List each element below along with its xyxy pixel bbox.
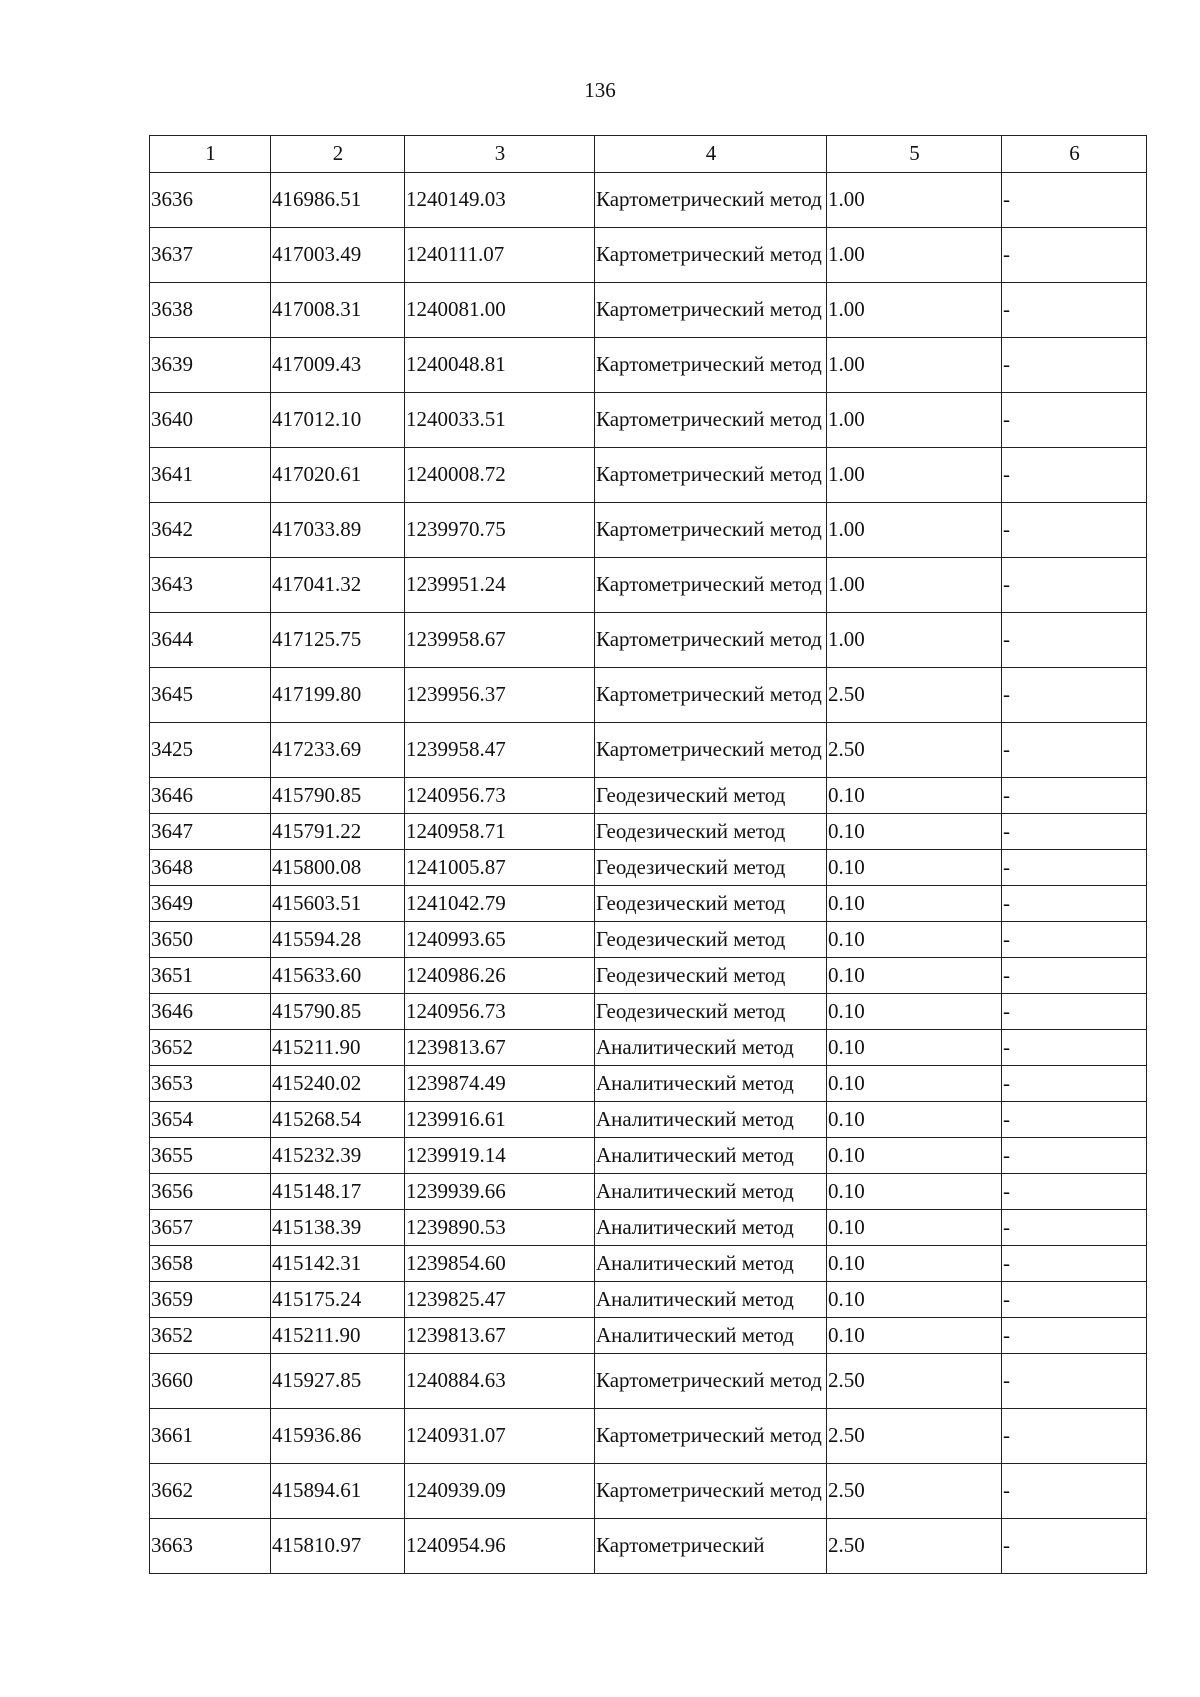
accuracy-cell: 1.00 (827, 503, 1002, 558)
point-number-cell: 3640 (150, 393, 271, 448)
point-number-cell: 3644 (150, 613, 271, 668)
table-row (150, 448, 1147, 503)
point-number-cell: 3654 (150, 1102, 271, 1138)
table-row (150, 1282, 1147, 1318)
note-cell: - (1002, 393, 1147, 448)
point-number-cell: 3662 (150, 1464, 271, 1519)
y-coordinate-cell: 1240958.71 (405, 814, 595, 850)
table-row (150, 283, 1147, 338)
note-cell: - (1002, 778, 1147, 814)
table-row (150, 1066, 1147, 1102)
x-coordinate-cell: 415810.97 (271, 1519, 405, 1574)
table-row (150, 393, 1147, 448)
method-cell: Аналитический метод (595, 1102, 827, 1138)
table-row (150, 1210, 1147, 1246)
method-cell: Картометрический метод (595, 393, 827, 448)
method-cell: Геодезический метод (595, 850, 827, 886)
note-cell: - (1002, 814, 1147, 850)
x-coordinate-cell: 415594.28 (271, 922, 405, 958)
point-number-cell: 3638 (150, 283, 271, 338)
method-cell: Картометрический метод (595, 448, 827, 503)
note-cell: - (1002, 850, 1147, 886)
y-coordinate-cell: 1239970.75 (405, 503, 595, 558)
y-coordinate-cell: 1240008.72 (405, 448, 595, 503)
column-header-1: 1 (150, 136, 271, 173)
method-cell: Картометрический метод (595, 613, 827, 668)
point-number-cell: 3663 (150, 1519, 271, 1574)
y-coordinate-cell: 1240986.26 (405, 958, 595, 994)
y-coordinate-cell: 1240884.63 (405, 1354, 595, 1409)
point-number-cell: 3651 (150, 958, 271, 994)
method-cell: Картометрический метод (595, 1464, 827, 1519)
point-number-cell: 3656 (150, 1174, 271, 1210)
table-row (150, 613, 1147, 668)
y-coordinate-cell: 1239813.67 (405, 1318, 595, 1354)
table-row (150, 503, 1147, 558)
page-number: 136 (584, 78, 616, 102)
table-row (150, 886, 1147, 922)
accuracy-cell: 1.00 (827, 393, 1002, 448)
accuracy-cell: 0.10 (827, 994, 1002, 1030)
method-cell: Картометрический метод (595, 503, 827, 558)
table-row (150, 994, 1147, 1030)
y-coordinate-cell: 1239916.61 (405, 1102, 595, 1138)
point-number-cell: 3645 (150, 668, 271, 723)
column-header-2: 2 (271, 136, 405, 173)
accuracy-cell: 0.10 (827, 1030, 1002, 1066)
note-cell: - (1002, 558, 1147, 613)
table-row (150, 1318, 1147, 1354)
table-body (150, 173, 1147, 1574)
x-coordinate-cell: 417003.49 (271, 228, 405, 283)
x-coordinate-cell: 415800.08 (271, 850, 405, 886)
point-number-cell: 3639 (150, 338, 271, 393)
method-cell: Геодезический метод (595, 994, 827, 1030)
y-coordinate-cell: 1240149.03 (405, 173, 595, 228)
y-coordinate-cell: 1239854.60 (405, 1246, 595, 1282)
y-coordinate-cell: 1240111.07 (405, 228, 595, 283)
method-cell: Картометрический метод (595, 173, 827, 228)
accuracy-cell: 2.50 (827, 668, 1002, 723)
note-cell: - (1002, 1030, 1147, 1066)
accuracy-cell: 0.10 (827, 1066, 1002, 1102)
y-coordinate-cell: 1239939.66 (405, 1174, 595, 1210)
point-number-cell: 3655 (150, 1138, 271, 1174)
table-row (150, 1409, 1147, 1464)
point-number-cell: 3643 (150, 558, 271, 613)
note-cell: - (1002, 1174, 1147, 1210)
accuracy-cell: 0.10 (827, 1318, 1002, 1354)
y-coordinate-cell: 1240081.00 (405, 283, 595, 338)
point-number-cell: 3637 (150, 228, 271, 283)
point-number-cell: 3636 (150, 173, 271, 228)
accuracy-cell: 0.10 (827, 814, 1002, 850)
method-cell: Геодезический метод (595, 778, 827, 814)
point-number-cell: 3660 (150, 1354, 271, 1409)
table-row (150, 338, 1147, 393)
x-coordinate-cell: 417233.69 (271, 723, 405, 778)
table-row (150, 1102, 1147, 1138)
note-cell: - (1002, 886, 1147, 922)
y-coordinate-cell: 1240931.07 (405, 1409, 595, 1464)
y-coordinate-cell: 1240954.96 (405, 1519, 595, 1574)
table-row (150, 958, 1147, 994)
x-coordinate-cell: 417041.32 (271, 558, 405, 613)
note-cell: - (1002, 723, 1147, 778)
x-coordinate-cell: 415240.02 (271, 1066, 405, 1102)
column-header-4: 4 (595, 136, 827, 173)
x-coordinate-cell: 417012.10 (271, 393, 405, 448)
note-cell: - (1002, 1464, 1147, 1519)
y-coordinate-cell: 1239956.37 (405, 668, 595, 723)
note-cell: - (1002, 958, 1147, 994)
x-coordinate-cell: 415138.39 (271, 1210, 405, 1246)
accuracy-cell: 0.10 (827, 1102, 1002, 1138)
note-cell: - (1002, 1519, 1147, 1574)
note-cell: - (1002, 228, 1147, 283)
y-coordinate-cell: 1240033.51 (405, 393, 595, 448)
accuracy-cell: 0.10 (827, 1174, 1002, 1210)
x-coordinate-cell: 415633.60 (271, 958, 405, 994)
table-row (150, 1464, 1147, 1519)
x-coordinate-cell: 416986.51 (271, 173, 405, 228)
point-number-cell: 3641 (150, 448, 271, 503)
x-coordinate-cell: 415211.90 (271, 1030, 405, 1066)
note-cell: - (1002, 1066, 1147, 1102)
accuracy-cell: 1.00 (827, 228, 1002, 283)
accuracy-cell: 0.10 (827, 922, 1002, 958)
method-cell: Картометрический метод (595, 283, 827, 338)
note-cell: - (1002, 1210, 1147, 1246)
accuracy-cell: 0.10 (827, 1246, 1002, 1282)
table-row (150, 668, 1147, 723)
table-row (150, 778, 1147, 814)
note-cell: - (1002, 1246, 1147, 1282)
method-cell: Аналитический метод (595, 1282, 827, 1318)
y-coordinate-cell: 1239890.53 (405, 1210, 595, 1246)
x-coordinate-cell: 417008.31 (271, 283, 405, 338)
table-header-row (150, 136, 1147, 173)
table-row (150, 1030, 1147, 1066)
note-cell: - (1002, 173, 1147, 228)
accuracy-cell: 0.10 (827, 1210, 1002, 1246)
x-coordinate-cell: 417020.61 (271, 448, 405, 503)
x-coordinate-cell: 415603.51 (271, 886, 405, 922)
note-cell: - (1002, 283, 1147, 338)
method-cell: Геодезический метод (595, 922, 827, 958)
method-cell: Картометрический метод (595, 1354, 827, 1409)
note-cell: - (1002, 613, 1147, 668)
x-coordinate-cell: 417009.43 (271, 338, 405, 393)
column-header-5: 5 (827, 136, 1002, 173)
x-coordinate-cell: 415791.22 (271, 814, 405, 850)
note-cell: - (1002, 668, 1147, 723)
point-number-cell: 3647 (150, 814, 271, 850)
x-coordinate-cell: 415790.85 (271, 994, 405, 1030)
note-cell: - (1002, 922, 1147, 958)
method-cell: Картометрический метод (595, 668, 827, 723)
y-coordinate-cell: 1240939.09 (405, 1464, 595, 1519)
accuracy-cell: 2.50 (827, 723, 1002, 778)
note-cell: - (1002, 1409, 1147, 1464)
table-row (150, 922, 1147, 958)
x-coordinate-cell: 415175.24 (271, 1282, 405, 1318)
y-coordinate-cell: 1241042.79 (405, 886, 595, 922)
accuracy-cell: 0.10 (827, 958, 1002, 994)
table-row (150, 850, 1147, 886)
note-cell: - (1002, 338, 1147, 393)
x-coordinate-cell: 415148.17 (271, 1174, 405, 1210)
point-number-cell: 3649 (150, 886, 271, 922)
point-number-cell: 3646 (150, 994, 271, 1030)
y-coordinate-cell: 1240048.81 (405, 338, 595, 393)
point-number-cell: 3642 (150, 503, 271, 558)
method-cell: Аналитический метод (595, 1030, 827, 1066)
table-row (150, 173, 1147, 228)
column-header-3: 3 (405, 136, 595, 173)
x-coordinate-cell: 415211.90 (271, 1318, 405, 1354)
method-cell: Аналитический метод (595, 1174, 827, 1210)
table-row (150, 228, 1147, 283)
x-coordinate-cell: 417125.75 (271, 613, 405, 668)
method-cell: Аналитический метод (595, 1138, 827, 1174)
x-coordinate-cell: 417033.89 (271, 503, 405, 558)
point-number-cell: 3648 (150, 850, 271, 886)
method-cell: Аналитический метод (595, 1318, 827, 1354)
table-row (150, 1246, 1147, 1282)
method-cell: Геодезический метод (595, 814, 827, 850)
y-coordinate-cell: 1239919.14 (405, 1138, 595, 1174)
note-cell: - (1002, 503, 1147, 558)
table-row (150, 558, 1147, 613)
table-row (150, 1174, 1147, 1210)
method-cell: Геодезический метод (595, 958, 827, 994)
y-coordinate-cell: 1240993.65 (405, 922, 595, 958)
point-number-cell: 3659 (150, 1282, 271, 1318)
note-cell: - (1002, 1354, 1147, 1409)
point-number-cell: 3653 (150, 1066, 271, 1102)
method-cell: Картометрический метод (595, 558, 827, 613)
column-header-6: 6 (1002, 136, 1147, 173)
point-number-cell: 3425 (150, 723, 271, 778)
accuracy-cell: 0.10 (827, 1282, 1002, 1318)
method-cell: Картометрический метод (595, 723, 827, 778)
accuracy-cell: 2.50 (827, 1519, 1002, 1574)
accuracy-cell: 0.10 (827, 778, 1002, 814)
method-cell: Аналитический метод (595, 1246, 827, 1282)
note-cell: - (1002, 994, 1147, 1030)
y-coordinate-cell: 1239958.47 (405, 723, 595, 778)
point-number-cell: 3657 (150, 1210, 271, 1246)
table-row (150, 1138, 1147, 1174)
accuracy-cell: 1.00 (827, 173, 1002, 228)
y-coordinate-cell: 1240956.73 (405, 778, 595, 814)
x-coordinate-cell: 415790.85 (271, 778, 405, 814)
x-coordinate-cell: 415232.39 (271, 1138, 405, 1174)
accuracy-cell: 1.00 (827, 558, 1002, 613)
method-cell: Аналитический метод (595, 1066, 827, 1102)
table-row (150, 1519, 1147, 1574)
method-cell: Картометрический метод (595, 338, 827, 393)
method-cell: Картометрический (595, 1519, 827, 1574)
note-cell: - (1002, 1102, 1147, 1138)
y-coordinate-cell: 1241005.87 (405, 850, 595, 886)
method-cell: Геодезический метод (595, 886, 827, 922)
y-coordinate-cell: 1239951.24 (405, 558, 595, 613)
table-row (150, 1354, 1147, 1409)
accuracy-cell: 1.00 (827, 448, 1002, 503)
accuracy-cell: 2.50 (827, 1354, 1002, 1409)
y-coordinate-cell: 1239958.67 (405, 613, 595, 668)
method-cell: Аналитический метод (595, 1210, 827, 1246)
table-row (150, 723, 1147, 778)
y-coordinate-cell: 1239813.67 (405, 1030, 595, 1066)
point-number-cell: 3652 (150, 1318, 271, 1354)
x-coordinate-cell: 415268.54 (271, 1102, 405, 1138)
x-coordinate-cell: 417199.80 (271, 668, 405, 723)
x-coordinate-cell: 415142.31 (271, 1246, 405, 1282)
note-cell: - (1002, 1138, 1147, 1174)
note-cell: - (1002, 1318, 1147, 1354)
x-coordinate-cell: 415936.86 (271, 1409, 405, 1464)
accuracy-cell: 1.00 (827, 613, 1002, 668)
accuracy-cell: 0.10 (827, 886, 1002, 922)
accuracy-cell: 1.00 (827, 283, 1002, 338)
point-number-cell: 3652 (150, 1030, 271, 1066)
x-coordinate-cell: 415927.85 (271, 1354, 405, 1409)
accuracy-cell: 0.10 (827, 1138, 1002, 1174)
method-cell: Картометрический метод (595, 1409, 827, 1464)
accuracy-cell: 2.50 (827, 1409, 1002, 1464)
point-number-cell: 3658 (150, 1246, 271, 1282)
method-cell: Картометрический метод (595, 228, 827, 283)
point-number-cell: 3661 (150, 1409, 271, 1464)
note-cell: - (1002, 448, 1147, 503)
point-number-cell: 3646 (150, 778, 271, 814)
y-coordinate-cell: 1239874.49 (405, 1066, 595, 1102)
coordinates-table (149, 135, 1147, 1574)
y-coordinate-cell: 1240956.73 (405, 994, 595, 1030)
point-number-cell: 3650 (150, 922, 271, 958)
y-coordinate-cell: 1239825.47 (405, 1282, 595, 1318)
accuracy-cell: 1.00 (827, 338, 1002, 393)
accuracy-cell: 0.10 (827, 850, 1002, 886)
note-cell: - (1002, 1282, 1147, 1318)
x-coordinate-cell: 415894.61 (271, 1464, 405, 1519)
accuracy-cell: 2.50 (827, 1464, 1002, 1519)
table-row (150, 814, 1147, 850)
